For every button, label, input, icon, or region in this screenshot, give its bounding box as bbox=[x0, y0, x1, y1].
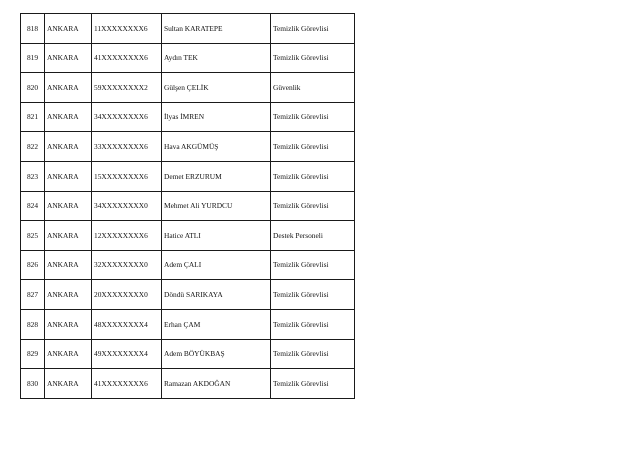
position-cell: Temizlik Görevlisi bbox=[271, 14, 355, 44]
row-number: 818 bbox=[21, 14, 45, 44]
row-number: 826 bbox=[21, 250, 45, 280]
table-row bbox=[21, 132, 355, 162]
full-name-cell: Aydın TEK bbox=[162, 43, 271, 73]
position-cell: Temizlik Görevlisi bbox=[271, 280, 355, 310]
full-name-cell: İlyas İMREN bbox=[162, 102, 271, 132]
full-name-cell: Hava AKGÜMÜŞ bbox=[162, 132, 271, 162]
city-cell: ANKARA bbox=[45, 221, 92, 251]
full-name-cell: Döndü SARIKAYA bbox=[162, 280, 271, 310]
row-number: 823 bbox=[21, 161, 45, 191]
table-row bbox=[21, 250, 355, 280]
city-cell: ANKARA bbox=[45, 369, 92, 399]
row-number: 824 bbox=[21, 191, 45, 221]
table-row bbox=[21, 280, 355, 310]
city-cell: ANKARA bbox=[45, 250, 92, 280]
table-row bbox=[21, 339, 355, 369]
position-cell: Temizlik Görevlisi bbox=[271, 161, 355, 191]
table-row bbox=[21, 14, 355, 44]
row-number: 829 bbox=[21, 339, 45, 369]
id-number-cell: 11XXXXXXXX6 bbox=[92, 14, 162, 44]
row-number: 830 bbox=[21, 369, 45, 399]
row-number: 825 bbox=[21, 221, 45, 251]
table-row bbox=[21, 43, 355, 73]
position-cell: Güvenlik bbox=[271, 73, 355, 103]
personnel-table bbox=[20, 13, 355, 399]
row-number: 827 bbox=[21, 280, 45, 310]
row-number: 822 bbox=[21, 132, 45, 162]
city-cell: ANKARA bbox=[45, 132, 92, 162]
full-name-cell: Hatice ATLI bbox=[162, 221, 271, 251]
id-number-cell: 34XXXXXXXX6 bbox=[92, 102, 162, 132]
table-row bbox=[21, 191, 355, 221]
full-name-cell: Gülşen ÇELİK bbox=[162, 73, 271, 103]
city-cell: ANKARA bbox=[45, 309, 92, 339]
row-number: 820 bbox=[21, 73, 45, 103]
id-number-cell: 41XXXXXXXX6 bbox=[92, 43, 162, 73]
position-cell: Temizlik Görevlisi bbox=[271, 339, 355, 369]
id-number-cell: 15XXXXXXXX6 bbox=[92, 161, 162, 191]
city-cell: ANKARA bbox=[45, 339, 92, 369]
city-cell: ANKARA bbox=[45, 73, 92, 103]
id-number-cell: 41XXXXXXXX6 bbox=[92, 369, 162, 399]
table-row bbox=[21, 102, 355, 132]
full-name-cell: Sultan KARATEPE bbox=[162, 14, 271, 44]
table-row bbox=[21, 369, 355, 399]
position-cell: Temizlik Görevlisi bbox=[271, 43, 355, 73]
city-cell: ANKARA bbox=[45, 191, 92, 221]
position-cell: Temizlik Görevlisi bbox=[271, 309, 355, 339]
full-name-cell: Ramazan AKDOĞAN bbox=[162, 369, 271, 399]
full-name-cell: Erhan ÇAM bbox=[162, 309, 271, 339]
id-number-cell: 34XXXXXXXX0 bbox=[92, 191, 162, 221]
id-number-cell: 20XXXXXXXX0 bbox=[92, 280, 162, 310]
city-cell: ANKARA bbox=[45, 161, 92, 191]
table-row bbox=[21, 161, 355, 191]
city-cell: ANKARA bbox=[45, 102, 92, 132]
full-name-cell: Mehmet Ali YURDCU bbox=[162, 191, 271, 221]
city-cell: ANKARA bbox=[45, 280, 92, 310]
row-number: 821 bbox=[21, 102, 45, 132]
id-number-cell: 59XXXXXXXX2 bbox=[92, 73, 162, 103]
position-cell: Temizlik Görevlisi bbox=[271, 191, 355, 221]
table-row bbox=[21, 73, 355, 103]
row-number: 828 bbox=[21, 309, 45, 339]
id-number-cell: 12XXXXXXXX6 bbox=[92, 221, 162, 251]
id-number-cell: 33XXXXXXXX6 bbox=[92, 132, 162, 162]
city-cell: ANKARA bbox=[45, 14, 92, 44]
id-number-cell: 32XXXXXXXX0 bbox=[92, 250, 162, 280]
full-name-cell: Adem BÖYÜKBAŞ bbox=[162, 339, 271, 369]
position-cell: Temizlik Görevlisi bbox=[271, 102, 355, 132]
row-number: 819 bbox=[21, 43, 45, 73]
full-name-cell: Adem ÇALI bbox=[162, 250, 271, 280]
table-row bbox=[21, 309, 355, 339]
position-cell: Destek Personeli bbox=[271, 221, 355, 251]
position-cell: Temizlik Görevlisi bbox=[271, 132, 355, 162]
id-number-cell: 49XXXXXXXX4 bbox=[92, 339, 162, 369]
position-cell: Temizlik Görevlisi bbox=[271, 369, 355, 399]
city-cell: ANKARA bbox=[45, 43, 92, 73]
table-row bbox=[21, 221, 355, 251]
position-cell: Temizlik Görevlisi bbox=[271, 250, 355, 280]
full-name-cell: Demet ERZURUM bbox=[162, 161, 271, 191]
id-number-cell: 48XXXXXXXX4 bbox=[92, 309, 162, 339]
